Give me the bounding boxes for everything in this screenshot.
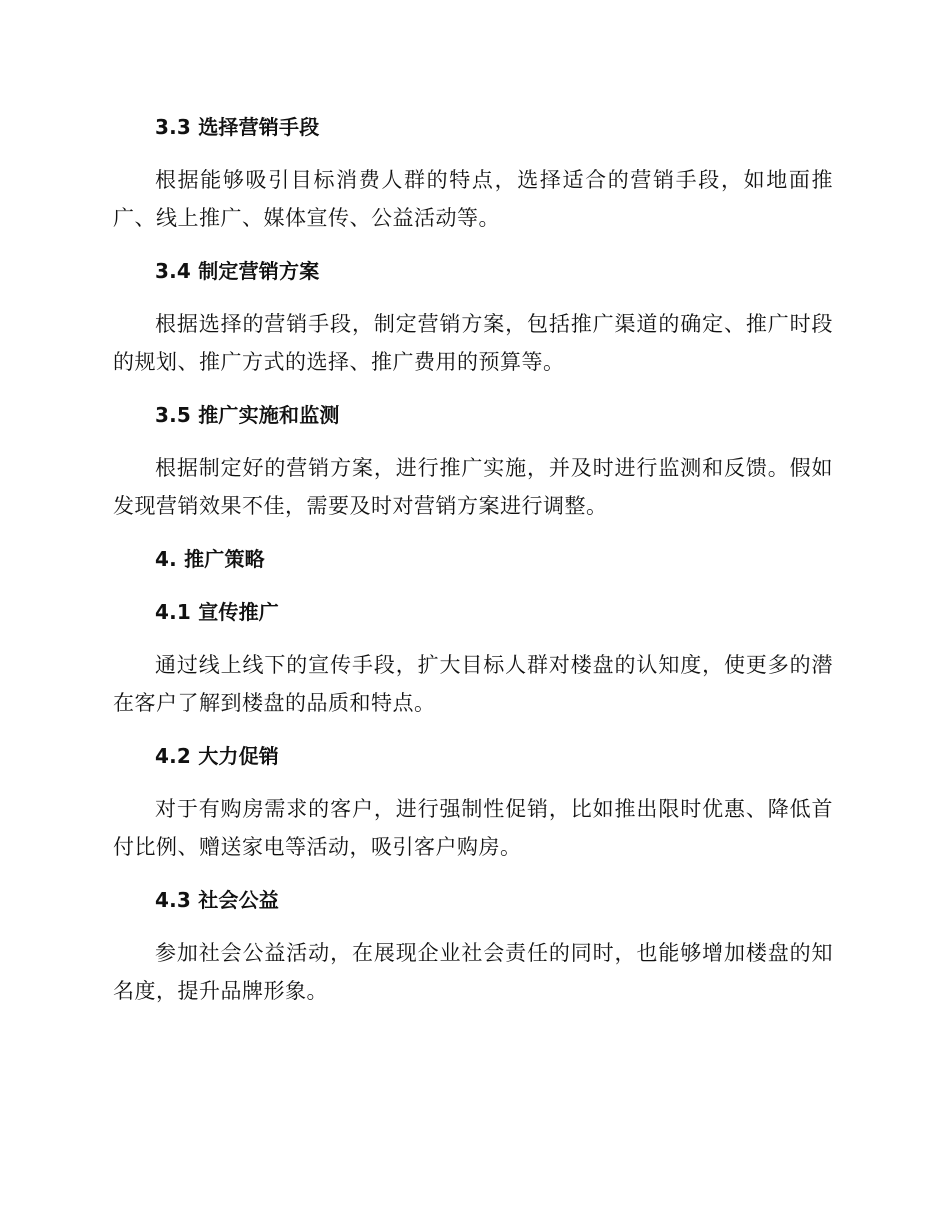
section-heading-4-3: 4.3 社会公益 — [155, 888, 279, 912]
section-paragraph-3-4: 根据选择的营销手段，制定营销方案，包括推广渠道的确定、推广时段的规划、推广方式的选择、推广费用的预算等。 — [113, 312, 833, 374]
section-heading-3-4: 3.4 制定营销方案 — [155, 259, 320, 283]
section-heading-4-1: 4.1 宣传推广 — [155, 600, 279, 624]
section-heading-3-3: 3.3 选择营销手段 — [155, 115, 320, 139]
section-paragraph-4-3: 参加社会公益活动，在展现企业社会责任的同时，也能够增加楼盘的知名度，提升品牌形象。 — [113, 941, 833, 1003]
section-heading-4-2: 4.2 大力促销 — [155, 744, 279, 768]
section-heading-4: 4. 推广策略 — [155, 547, 265, 571]
section-heading-3-5: 3.5 推广实施和监测 — [155, 403, 340, 427]
section-paragraph-3-3: 根据能够吸引目标消费人群的特点，选择适合的营销手段，如地面推广、线上推广、媒体宣传、公益活动等。 — [113, 168, 833, 230]
section-paragraph-4-1: 通过线上线下的宣传手段，扩大目标人群对楼盘的认知度，使更多的潜在客户了解到楼盘的品质和特点。 — [113, 653, 833, 715]
section-paragraph-3-5: 根据制定好的营销方案，进行推广实施，并及时进行监测和反馈。假如发现营销效果不佳，需要及时对营销方案进行调整。 — [113, 456, 833, 518]
document-body — [113, 108, 833, 1010]
section-paragraph-4-2: 对于有购房需求的客户，进行强制性促销，比如推出限时优惠、降低首付比例、赠送家电等活动，吸引客户购房。 — [113, 797, 833, 859]
